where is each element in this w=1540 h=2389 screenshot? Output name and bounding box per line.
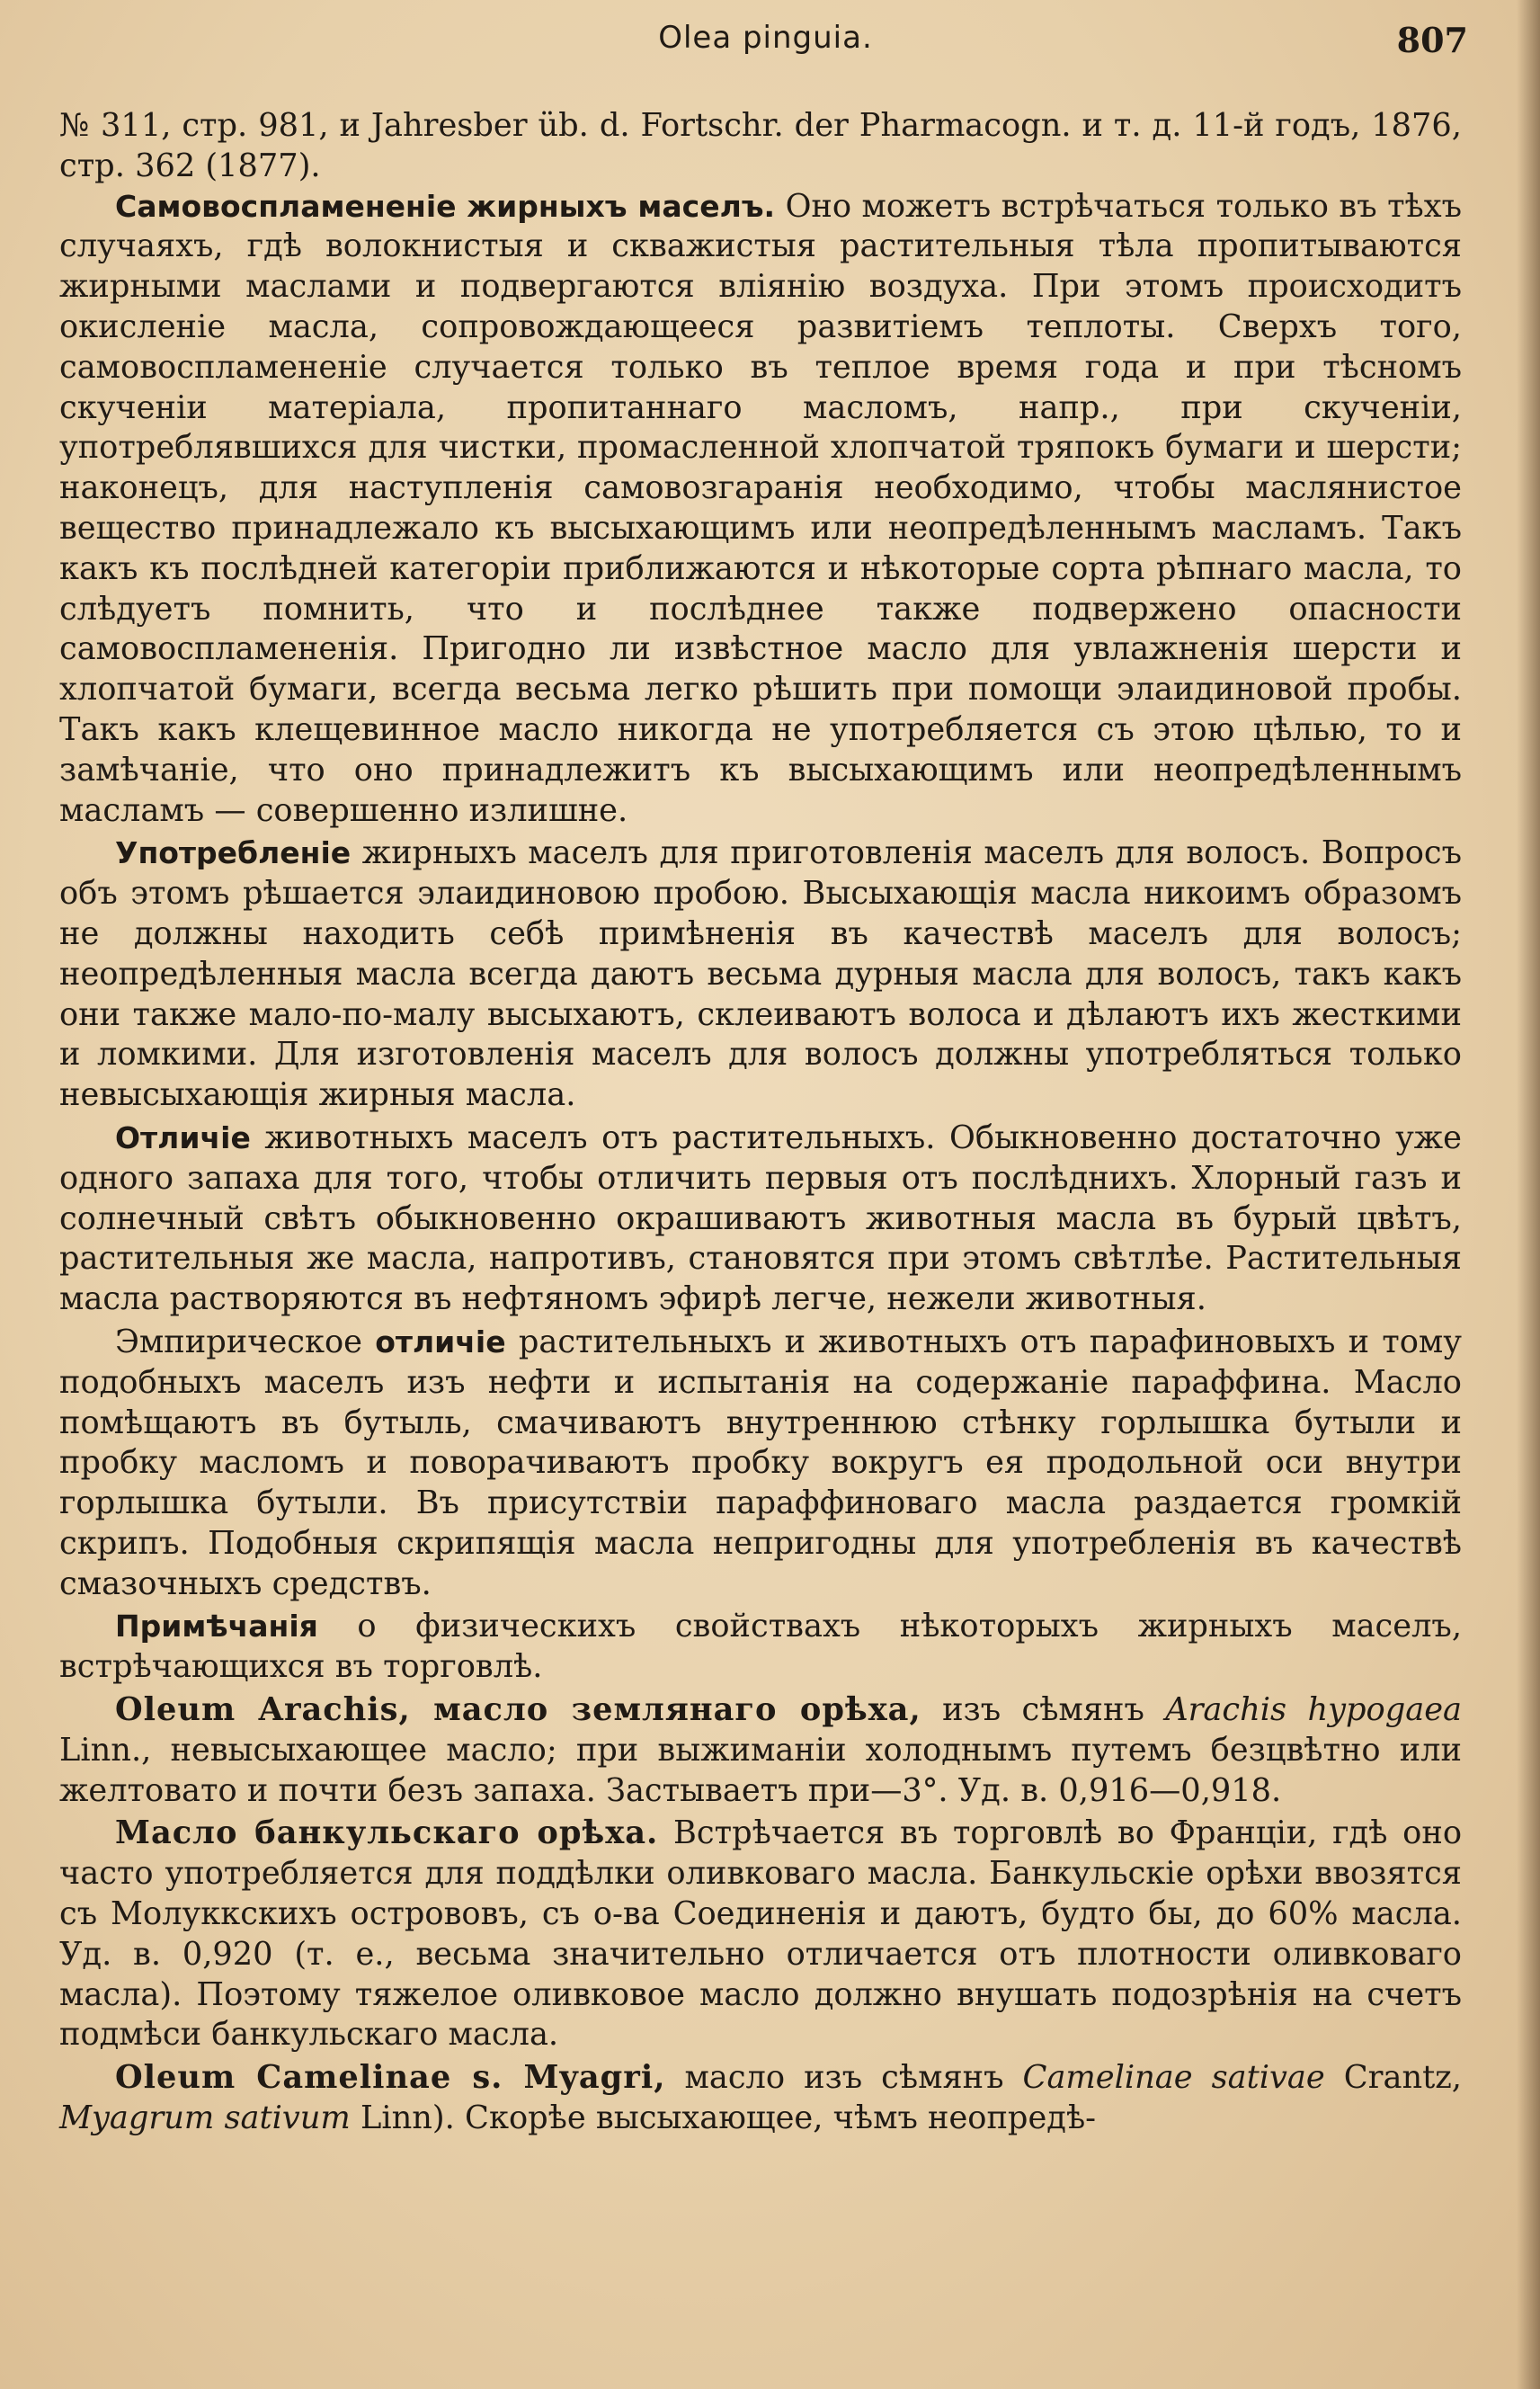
running-title: Olea pinguia. — [658, 20, 873, 56]
self-ignition-text: Оно можетъ встрѣчаться только въ тѣхъ случаяхъ, гдѣ волокнистыя и скважистыя растительныя тѣла пропитываются жирными маслами и подвергаются вліянію воздуха. При этомъ происходитъ окисленіе масла, сопровождающееся развитіемъ теплоты. Сверхъ того, самовоспламененіе случается только въ теплое время года и при тѣсномъ скученіи матеріала, пропитаннаго масломъ, напр., при скученіи, употреблявшихся для чистки, промасленной хлопчатой тряпокъ бумаги и шерсти; наконецъ, для наступленія самовозгаранія необходимо, чтобы маслянистое вещество принадлежало къ высыхающимъ или неопредѣленнымъ масламъ. Такъ какъ къ послѣдней категоріи приближаются и нѣкоторые сорта рѣпнаго масла, то слѣдуетъ помнить, что и послѣднее также подвержено опасности самовоспламененія. Пригодно ли извѣстное масло для увлажненія шерсти и хлопчатой бумаги, всегда весьма легко рѣшить при помощи элаидиновой пробы. Такъ какъ клещевинное масло никогда не употребляется съ этою цѣлью, то и замѣчаніе, что оно принадлежитъ къ высыхающимъ или неопредѣленнымъ масламъ — совершенно излишне. — [59, 187, 1463, 829]
paragraph-notes — [59, 1607, 1462, 1688]
paraffin-lead: Эмпирическое — [115, 1323, 376, 1360]
camelina-text-b: Linn). Скорѣе высыхающее, чѣмъ неопредѣ- — [350, 2099, 1097, 2137]
paragraph-self-ignition — [59, 187, 1462, 832]
paraffin-text: растительныхъ и животныхъ отъ парафиновыхъ и тому подобныхъ маселъ изъ нефти и испытанія на содержаніе параффина. Масло помѣщаютъ въ бутыль, смачиваютъ внутреннюю стѣнку горлышка бутыли и пробку масломъ и поворачиваютъ пробку вокругъ ея продольной оси внутри горлышка бутыли. Въ присутствіи параффиноваго масла раздается громкій скрипъ. Подобныя скрипящія масла непригодны для употребленія въ качествѣ смазочныхъ средствъ. — [59, 1323, 1462, 1602]
bankul-text: Встрѣчается въ торговлѣ во Франціи, гдѣ оно часто употребляется для поддѣлки оливковаго масла. Банкульскіе орѣхи ввозятся съ Молуккскихъ острововъ, съ о-ва Соединенія и даютъ, будто бы, до 60% масла. Уд. в. 0,920 (т. е., весьма значительно отличается отъ плотности оливковаго масла). Поэтому тяжелое оливковое масло должно внушать подозрѣнія на счетъ подмѣси банкульскаго масла. — [59, 1814, 1462, 2054]
page-body — [59, 106, 1462, 2139]
paragraph-arachis — [59, 1690, 1462, 1811]
camelina-text-a: масло изъ сѣмянъ — [665, 2059, 1023, 2097]
paragraph-hair-oils — [59, 833, 1462, 1116]
section-heading-notes: Примѣчанія — [115, 1609, 318, 1645]
entry-heading-arachis: Oleum Arachis, масло землянаго орѣха, — [115, 1691, 921, 1729]
paragraph-reference — [59, 106, 1462, 187]
paragraph-camelina — [59, 2058, 1462, 2139]
section-heading-self-ignition: Самовоспламененіе жирныхъ маселъ. — [115, 188, 776, 224]
page-number: 807 — [1396, 20, 1468, 60]
entry-heading-camelina: Oleum Camelinae s. Myagri, — [115, 2059, 666, 2097]
entry-heading-bankul: Масло банкульскаго орѣха. — [115, 1814, 659, 1852]
animal-vs-vegetable-text: животныхъ маселъ отъ растительныхъ. Обыкновенно достаточно уже одного запаха для того, чтобы отличить первыя отъ послѣднихъ. Хлорный газъ и солнечный свѣтъ обыкновенно окрашиваютъ животныя масла въ бурый цвѣтъ, растительныя же масла, напротивъ, становятся при этомъ свѣтлѣе. Растительныя масла растворяются въ нефтяномъ эфирѣ легче, нежели животныя. — [59, 1119, 1462, 1318]
paragraph-bankul — [59, 1814, 1462, 2055]
paragraph-animal-vs-vegetable — [59, 1119, 1462, 1320]
camelina-author-a: Crantz, — [1324, 2059, 1462, 2097]
section-heading-paraffin: отличіе — [375, 1324, 506, 1359]
hair-oils-text: жирныхъ маселъ для приготовленія маселъ для волосъ. Вопросъ объ этомъ рѣшается элаидиновою пробою. Высыхающія масла никоимъ образомъ не должны находить себѣ примѣненія въ качествѣ маселъ для волосъ; неопредѣленныя масла всегда даютъ весьма дурныя масла для волосъ, такъ какъ они также мало-по-малу высыхаютъ, склеиваютъ волоса и дѣлаютъ ихъ жесткими и ломкими. Для изготовленія маселъ для волосъ должны употребляться только невысыхающія жирныя масла. — [59, 834, 1462, 1114]
section-heading-difference: Отличіе — [115, 1119, 251, 1155]
arachis-text-b: Linn., невысыхающее масло; при выжиманіи холоднымъ путемъ безцвѣтно или желтовато и почти безъ запаха. Застываетъ при—3°. Уд. в. 0,916—0,918. — [59, 1731, 1462, 1809]
paragraph-paraffin-test — [59, 1323, 1462, 1605]
section-heading-usage: Употребленіе — [115, 835, 352, 871]
notes-text: о физическихъ свойствахъ нѣкоторыхъ жирныхъ маселъ, встрѣчающихся въ торговлѣ. — [59, 1608, 1462, 1686]
page-header — [63, 20, 1468, 65]
camelina-species-b: Myagrum sativum — [59, 2099, 351, 2137]
camelina-species-a: Camelinae sativae — [1022, 2059, 1325, 2097]
arachis-text-a: изъ сѣмянъ — [921, 1691, 1166, 1729]
arachis-species: Arachis hypogaea — [1165, 1691, 1463, 1729]
reference-text: № 311, стр. 981, и Jahresber üb. d. Fortschr. der Pharmacogn. и т. д. 11-й годъ, 1876, стр. 362 (1877). — [59, 107, 1462, 184]
